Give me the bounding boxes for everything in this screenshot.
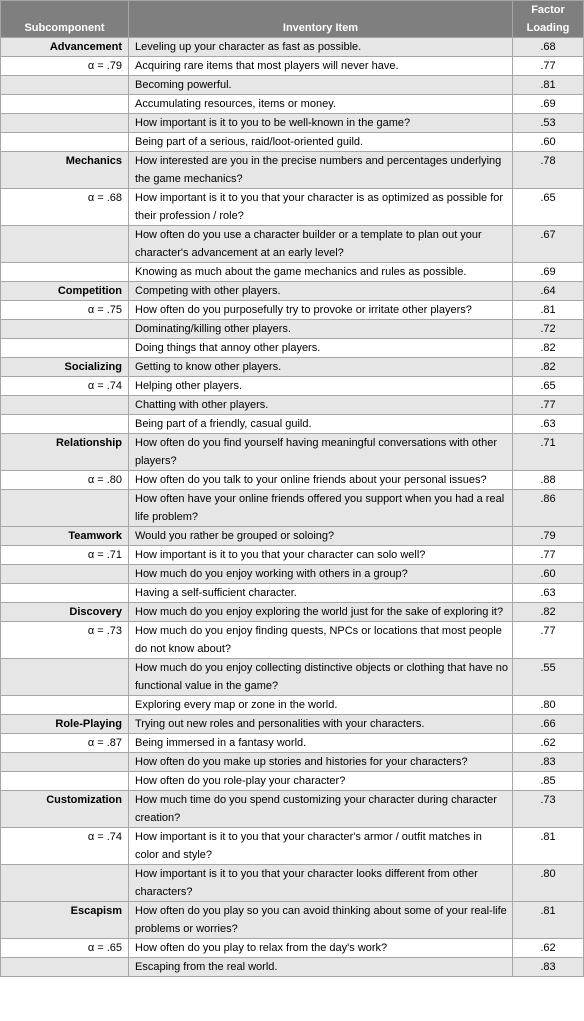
table-row — [1, 301, 584, 320]
subcomponent-alpha: α = .71 — [87, 549, 122, 561]
inventory-item: How important is it to you to be well-known in the game? — [129, 114, 513, 133]
factor-loading: .64 — [513, 282, 584, 301]
header-factor-loading: Factor Loading — [513, 1, 584, 38]
table-row — [1, 377, 584, 396]
subcomponent-name: Competition — [57, 285, 122, 297]
table-row — [1, 57, 584, 76]
factor-loading: .69 — [513, 95, 584, 114]
factor-loading: .80 — [513, 865, 584, 902]
inventory-item: Becoming powerful. — [129, 76, 513, 95]
subcomponent-cell — [1, 57, 129, 76]
table-row — [1, 95, 584, 114]
inventory-item: How often do you role-play your character? — [129, 772, 513, 791]
inventory-item: How much do you enjoy collecting distinctive objects or clothing that have no functional value in the game? — [129, 659, 513, 696]
empty-cell — [1, 490, 129, 527]
empty-cell — [1, 958, 129, 977]
table-row — [1, 396, 584, 415]
subcomponent-cell — [1, 434, 129, 471]
subcomponent-alpha: α = .87 — [87, 737, 122, 749]
empty-cell — [1, 659, 129, 696]
table-row — [1, 320, 584, 339]
table-row — [1, 584, 584, 603]
table-row — [1, 282, 584, 301]
table-row — [1, 659, 584, 696]
inventory-item: Dominating/killing other players. — [129, 320, 513, 339]
subcomponent-name: Customization — [46, 794, 122, 806]
table-row — [1, 696, 584, 715]
inventory-item: How often do you use a character builder or a template to plan out your character's advancement at an early level? — [129, 226, 513, 263]
factor-loading: .63 — [513, 415, 584, 434]
table-row — [1, 114, 584, 133]
inventory-item: Chatting with other players. — [129, 396, 513, 415]
factor-loading: .81 — [513, 828, 584, 865]
table-row — [1, 226, 584, 263]
inventory-item: Exploring every map or zone in the world. — [129, 696, 513, 715]
subcomponent-cell — [1, 734, 129, 753]
factor-loading: .86 — [513, 490, 584, 527]
empty-cell — [1, 696, 129, 715]
factor-loading: .83 — [513, 753, 584, 772]
empty-cell — [1, 753, 129, 772]
subcomponent-cell — [1, 152, 129, 189]
inventory-item: How interested are you in the precise numbers and percentages underlying the game mechanics? — [129, 152, 513, 189]
inventory-item: Being part of a friendly, casual guild. — [129, 415, 513, 434]
factor-loading: .65 — [513, 189, 584, 226]
inventory-item: Being immersed in a fantasy world. — [129, 734, 513, 753]
factor-loading: .77 — [513, 396, 584, 415]
factor-loading: .68 — [513, 38, 584, 57]
table-row — [1, 734, 584, 753]
empty-cell — [1, 339, 129, 358]
factor-loading: .81 — [513, 301, 584, 320]
factor-loading: .82 — [513, 358, 584, 377]
inventory-item: Knowing as much about the game mechanics and rules as possible. — [129, 263, 513, 282]
subcomponent-alpha: α = .80 — [87, 474, 122, 486]
subcomponent-alpha: α = .74 — [87, 831, 122, 843]
inventory-item: How often do you talk to your online friends about your personal issues? — [129, 471, 513, 490]
table-row — [1, 38, 584, 57]
inventory-item: How often do you find yourself having meaningful conversations with other players? — [129, 434, 513, 471]
inventory-item: How important is it to you that your character looks different from other characters? — [129, 865, 513, 902]
subcomponent-name: Teamwork — [68, 530, 122, 542]
factor-loading: .55 — [513, 659, 584, 696]
table-row — [1, 152, 584, 189]
subcomponent-alpha: α = .79 — [87, 60, 122, 72]
table-row — [1, 939, 584, 958]
factor-loading: .66 — [513, 715, 584, 734]
table-body — [1, 38, 584, 977]
factor-loading: .65 — [513, 377, 584, 396]
inventory-item: How important is it to you that your character can solo well? — [129, 546, 513, 565]
table-row — [1, 902, 584, 939]
factor-loading: .88 — [513, 471, 584, 490]
subcomponent-cell — [1, 38, 129, 57]
empty-cell — [1, 133, 129, 152]
header-row — [1, 1, 584, 38]
subcomponent-name: Advancement — [49, 41, 122, 53]
empty-cell — [1, 772, 129, 791]
empty-cell — [1, 396, 129, 415]
empty-cell — [1, 415, 129, 434]
inventory-item: How important is it to you that your character is as optimized as possible for their profession / role? — [129, 189, 513, 226]
table-row — [1, 958, 584, 977]
subcomponent-cell — [1, 828, 129, 865]
factor-loading: .81 — [513, 902, 584, 939]
inventory-item: Getting to know other players. — [129, 358, 513, 377]
table-row — [1, 603, 584, 622]
table-row — [1, 434, 584, 471]
inventory-item: How much do you enjoy finding quests, NPCs or locations that most people do not know about? — [129, 622, 513, 659]
table-row — [1, 546, 584, 565]
factor-loading: .53 — [513, 114, 584, 133]
inventory-item: Escaping from the real world. — [129, 958, 513, 977]
subcomponent-cell — [1, 471, 129, 490]
table-row — [1, 133, 584, 152]
header-subcomponent: Subcomponent — [1, 1, 129, 38]
inventory-item: Would you rather be grouped or soloing? — [129, 527, 513, 546]
table-row — [1, 189, 584, 226]
factor-loading: .60 — [513, 565, 584, 584]
subcomponent-cell — [1, 603, 129, 622]
subcomponent-name: Mechanics — [65, 155, 122, 167]
factor-loading: .78 — [513, 152, 584, 189]
subcomponent-cell — [1, 282, 129, 301]
factor-loading: .62 — [513, 939, 584, 958]
empty-cell — [1, 865, 129, 902]
subcomponent-cell — [1, 791, 129, 828]
factor-loading: .73 — [513, 791, 584, 828]
table-row — [1, 865, 584, 902]
subcomponent-cell — [1, 715, 129, 734]
factor-loading: .62 — [513, 734, 584, 753]
factor-loading: .79 — [513, 527, 584, 546]
table-row — [1, 263, 584, 282]
inventory-item: How much do you enjoy working with others in a group? — [129, 565, 513, 584]
factor-loading: .60 — [513, 133, 584, 152]
factor-loading: .67 — [513, 226, 584, 263]
inventory-item: Competing with other players. — [129, 282, 513, 301]
factor-loading: .82 — [513, 339, 584, 358]
factor-loading: .80 — [513, 696, 584, 715]
inventory-item: Accumulating resources, items or money. — [129, 95, 513, 114]
factor-loading: .77 — [513, 57, 584, 76]
factor-loading: .69 — [513, 263, 584, 282]
empty-cell — [1, 226, 129, 263]
inventory-item: How often do you make up stories and histories for your characters? — [129, 753, 513, 772]
factor-loading: .63 — [513, 584, 584, 603]
empty-cell — [1, 114, 129, 133]
subcomponent-alpha: α = .65 — [87, 942, 122, 954]
factor-loading: .85 — [513, 772, 584, 791]
table-row — [1, 415, 584, 434]
subcomponent-alpha: α = .74 — [87, 380, 122, 392]
subcomponent-name: Discovery — [69, 606, 122, 618]
inventory-item: How much do you enjoy exploring the world just for the sake of exploring it? — [129, 603, 513, 622]
table-row — [1, 471, 584, 490]
factor-loading: .71 — [513, 434, 584, 471]
factor-loading: .83 — [513, 958, 584, 977]
empty-cell — [1, 95, 129, 114]
inventory-item: Leveling up your character as fast as possible. — [129, 38, 513, 57]
empty-cell — [1, 263, 129, 282]
subcomponent-cell — [1, 358, 129, 377]
subcomponent-alpha: α = .68 — [87, 192, 122, 204]
inventory-item: How often do you play to relax from the day's work? — [129, 939, 513, 958]
inventory-item: Acquiring rare items that most players will never have. — [129, 57, 513, 76]
subcomponent-name: Socializing — [64, 361, 122, 373]
subcomponent-name: Relationship — [55, 437, 122, 449]
factor-loading: .82 — [513, 603, 584, 622]
subcomponent-alpha: α = .75 — [87, 304, 122, 316]
subcomponent-cell — [1, 301, 129, 320]
header-inventory-item: Inventory Item — [129, 1, 513, 38]
table-row — [1, 76, 584, 95]
inventory-item: How often have your online friends offered you support when you had a real life problem? — [129, 490, 513, 527]
table-row — [1, 753, 584, 772]
inventory-item: How much time do you spend customizing your character during character creation? — [129, 791, 513, 828]
inventory-item: Helping other players. — [129, 377, 513, 396]
subcomponent-cell — [1, 377, 129, 396]
table-row — [1, 791, 584, 828]
subcomponent-cell — [1, 527, 129, 546]
subcomponent-cell — [1, 902, 129, 939]
table-row — [1, 358, 584, 377]
empty-cell — [1, 584, 129, 603]
inventory-item: Being part of a serious, raid/loot-oriented guild. — [129, 133, 513, 152]
inventory-item: Trying out new roles and personalities with your characters. — [129, 715, 513, 734]
factor-loading: .77 — [513, 546, 584, 565]
empty-cell — [1, 76, 129, 95]
inventory-item: Having a self-sufficient character. — [129, 584, 513, 603]
inventory-item: How often do you purposefully try to provoke or irritate other players? — [129, 301, 513, 320]
empty-cell — [1, 565, 129, 584]
table-row — [1, 828, 584, 865]
table-row — [1, 565, 584, 584]
table-row — [1, 772, 584, 791]
table-row — [1, 490, 584, 527]
table-row — [1, 339, 584, 358]
table-row — [1, 527, 584, 546]
table-row — [1, 715, 584, 734]
table-row — [1, 622, 584, 659]
inventory-item: How important is it to you that your character's armor / outfit matches in color and style? — [129, 828, 513, 865]
subcomponent-cell — [1, 546, 129, 565]
subcomponent-cell — [1, 189, 129, 226]
factor-loading: .77 — [513, 622, 584, 659]
subcomponent-cell — [1, 939, 129, 958]
factor-loading: .72 — [513, 320, 584, 339]
factor-loading: .81 — [513, 76, 584, 95]
subcomponent-alpha: α = .73 — [87, 625, 122, 637]
subcomponent-name: Role-Playing — [55, 718, 122, 730]
empty-cell — [1, 320, 129, 339]
inventory-item: Doing things that annoy other players. — [129, 339, 513, 358]
inventory-item: How often do you play so you can avoid thinking about some of your real-life problems or worries? — [129, 902, 513, 939]
subcomponent-cell — [1, 622, 129, 659]
subcomponent-name: Escapism — [70, 905, 122, 917]
